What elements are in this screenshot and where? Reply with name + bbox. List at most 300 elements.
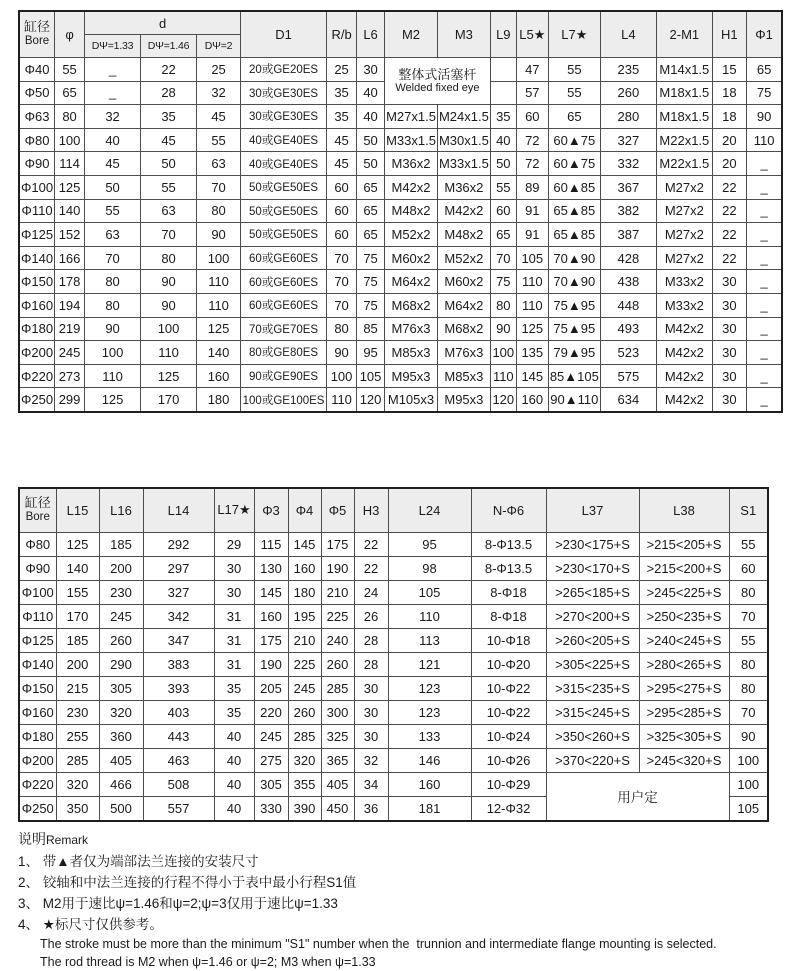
cell: 110 bbox=[85, 364, 141, 388]
cell: 75 bbox=[357, 270, 385, 294]
table-row bbox=[19, 175, 782, 199]
table-row bbox=[19, 199, 782, 223]
header-cell: L15 bbox=[56, 488, 99, 533]
cell: 20 bbox=[712, 152, 746, 176]
cell: 70或GE70ES bbox=[241, 317, 327, 341]
cell: 235 bbox=[600, 58, 656, 82]
cell: 30 bbox=[357, 58, 385, 82]
cell: 30 bbox=[712, 388, 746, 412]
cell: 245 bbox=[99, 604, 143, 628]
cell: 175 bbox=[321, 532, 354, 556]
cell: 60▲85 bbox=[548, 175, 600, 199]
cell: 10-Φ29 bbox=[471, 772, 546, 796]
cell: _ bbox=[746, 223, 782, 247]
cell: 65 bbox=[490, 223, 516, 247]
cell: 40或GE40ES bbox=[241, 128, 327, 152]
cell: Φ125 bbox=[19, 223, 55, 247]
cell: 65 bbox=[746, 58, 782, 82]
cell: 25 bbox=[327, 58, 357, 82]
cell: M42x2 bbox=[656, 317, 712, 341]
cell: 299 bbox=[55, 388, 85, 412]
cell: 60或GE60ES bbox=[241, 270, 327, 294]
cell: _ bbox=[85, 81, 141, 105]
cell: M95x3 bbox=[437, 388, 490, 412]
cell: >315<235+S bbox=[546, 676, 639, 700]
cell: >305<225+S bbox=[546, 652, 639, 676]
cell: 30 bbox=[712, 317, 746, 341]
table-row bbox=[19, 364, 782, 388]
cell: 91 bbox=[516, 223, 548, 247]
cell: M22x1.5 bbox=[656, 128, 712, 152]
header-cell: DΨ=1.33 bbox=[85, 35, 141, 58]
cell: 85 bbox=[357, 317, 385, 341]
cell: 178 bbox=[55, 270, 85, 294]
header-row bbox=[19, 11, 782, 35]
cell: _ bbox=[746, 199, 782, 223]
cell: 60▲75 bbox=[548, 128, 600, 152]
cell: 70 bbox=[327, 293, 357, 317]
cell: 450 bbox=[321, 796, 354, 821]
cell: 70 bbox=[729, 604, 768, 628]
cell: 72 bbox=[516, 128, 548, 152]
cell: 100 bbox=[490, 341, 516, 365]
cell: Φ63 bbox=[19, 105, 55, 129]
header-cell: Φ1 bbox=[746, 11, 782, 58]
cell: 91 bbox=[516, 199, 548, 223]
cell: 30 bbox=[712, 341, 746, 365]
header-cell: L6 bbox=[357, 11, 385, 58]
cell: Φ200 bbox=[19, 341, 55, 365]
cell: 347 bbox=[143, 628, 214, 652]
cell: 50 bbox=[357, 152, 385, 176]
cell: 75 bbox=[357, 246, 385, 270]
remark-item-2: 2、 铰轴和中法兰连接的行程不得小于表中最小行程S1值 bbox=[18, 874, 357, 890]
cell: 31 bbox=[214, 604, 254, 628]
cell: 8-Φ13.5 bbox=[471, 556, 546, 580]
cell: 70 bbox=[85, 246, 141, 270]
cell: >370<220+S bbox=[546, 748, 639, 772]
cell: 500 bbox=[99, 796, 143, 821]
cell: 125 bbox=[56, 532, 99, 556]
cell: _ bbox=[746, 175, 782, 199]
cell: 55 bbox=[729, 532, 768, 556]
table-row bbox=[19, 628, 768, 652]
cell: 245 bbox=[55, 341, 85, 365]
header-cell: DΨ=1.46 bbox=[141, 35, 197, 58]
cell: 65 bbox=[55, 81, 85, 105]
cell-line: 整体式活塞杆 bbox=[398, 66, 477, 82]
header-cell: DΨ=2 bbox=[197, 35, 241, 58]
cell: 75▲95 bbox=[548, 293, 600, 317]
cell: 360 bbox=[99, 724, 143, 748]
cell: 125 bbox=[516, 317, 548, 341]
cell: 22 bbox=[712, 199, 746, 223]
cell: 405 bbox=[321, 772, 354, 796]
cell: 200 bbox=[56, 652, 99, 676]
cell: 285 bbox=[288, 724, 321, 748]
cell: 15 bbox=[712, 58, 746, 82]
cell: 60 bbox=[490, 199, 516, 223]
cell: 65 bbox=[357, 175, 385, 199]
cell: >230<175+S bbox=[546, 532, 639, 556]
cell-line: Welded fixed eye bbox=[395, 82, 480, 95]
cell: 290 bbox=[99, 652, 143, 676]
cell: M22x1.5 bbox=[656, 152, 712, 176]
cell: M60x2 bbox=[385, 246, 438, 270]
cell: 20 bbox=[712, 128, 746, 152]
cell: 181 bbox=[388, 796, 471, 821]
cell: M30x1.5 bbox=[437, 128, 490, 152]
cell: 105 bbox=[729, 796, 768, 821]
cell: 90 bbox=[327, 341, 357, 365]
cell: 47 bbox=[516, 58, 548, 82]
cell-line: Bore bbox=[25, 511, 50, 524]
cell: M27x1.5 bbox=[385, 105, 438, 129]
cell: 26 bbox=[354, 604, 388, 628]
cell: 125 bbox=[197, 317, 241, 341]
remarks-title-en: Remark bbox=[46, 832, 89, 847]
cell: 260 bbox=[600, 81, 656, 105]
cell: M76x3 bbox=[437, 341, 490, 365]
cell: 325 bbox=[321, 724, 354, 748]
header-cell: H3 bbox=[354, 488, 388, 533]
header-cell: L38 bbox=[639, 488, 729, 533]
cell: 30或GE30ES bbox=[241, 81, 327, 105]
cell: 160 bbox=[388, 772, 471, 796]
cell: M76x3 bbox=[385, 317, 438, 341]
cylinder-dimension-table-1 bbox=[18, 10, 783, 413]
cell: >215<205+S bbox=[639, 532, 729, 556]
cell: 8-Φ18 bbox=[471, 580, 546, 604]
cell: _ bbox=[746, 270, 782, 294]
cell: 225 bbox=[288, 652, 321, 676]
cell: 466 bbox=[99, 772, 143, 796]
cell: M42x2 bbox=[656, 388, 712, 412]
cell: M27x2 bbox=[656, 223, 712, 247]
cell: 18 bbox=[712, 81, 746, 105]
cell: Φ200 bbox=[19, 748, 56, 772]
cell: 185 bbox=[99, 532, 143, 556]
header-cell: L4 bbox=[600, 11, 656, 58]
cell: 63 bbox=[141, 199, 197, 223]
header-cell: L5★ bbox=[516, 11, 548, 58]
cell bbox=[490, 58, 516, 82]
cell: 72 bbox=[516, 152, 548, 176]
cell: 100或GE100ES bbox=[241, 388, 327, 412]
cell: 80 bbox=[85, 270, 141, 294]
cell: 28 bbox=[354, 628, 388, 652]
cell: Φ250 bbox=[19, 388, 55, 412]
cell: >215<200+S bbox=[639, 556, 729, 580]
cell: 493 bbox=[600, 317, 656, 341]
cell: 8-Φ18 bbox=[471, 604, 546, 628]
cell: Φ40 bbox=[19, 58, 55, 82]
cell: M64x2 bbox=[385, 270, 438, 294]
cell: Φ180 bbox=[19, 317, 55, 341]
cell: >315<245+S bbox=[546, 700, 639, 724]
cell: M68x2 bbox=[385, 293, 438, 317]
cell: 45 bbox=[85, 152, 141, 176]
cell: 55 bbox=[197, 128, 241, 152]
header-cell: L24 bbox=[388, 488, 471, 533]
cell: 135 bbox=[516, 341, 548, 365]
cell: 350 bbox=[56, 796, 99, 821]
cell: 35 bbox=[214, 676, 254, 700]
cell: 245 bbox=[288, 676, 321, 700]
cell: 105 bbox=[516, 246, 548, 270]
cell: 55 bbox=[548, 81, 600, 105]
cell-line: Bore bbox=[24, 35, 50, 48]
header-cell: R/b bbox=[327, 11, 357, 58]
header-cell bbox=[19, 11, 55, 58]
cell: 50 bbox=[85, 175, 141, 199]
cell: 12-Φ32 bbox=[471, 796, 546, 821]
cell: 382 bbox=[600, 199, 656, 223]
cell: 10-Φ20 bbox=[471, 652, 546, 676]
cell: Φ90 bbox=[19, 556, 56, 580]
cell: 45 bbox=[197, 105, 241, 129]
cell: 210 bbox=[321, 580, 354, 604]
cell-line: 缸径 bbox=[24, 19, 51, 35]
cell: 320 bbox=[288, 748, 321, 772]
cell: 30 bbox=[354, 676, 388, 700]
cell: 121 bbox=[388, 652, 471, 676]
cell: 31 bbox=[214, 628, 254, 652]
cell: >350<260+S bbox=[546, 724, 639, 748]
cell: Φ90 bbox=[19, 152, 55, 176]
header-cell: Φ5 bbox=[321, 488, 354, 533]
cell: M42x2 bbox=[656, 364, 712, 388]
cell: 50 bbox=[357, 128, 385, 152]
cell: 327 bbox=[143, 580, 214, 604]
cell: 100 bbox=[55, 128, 85, 152]
cell: 332 bbox=[600, 152, 656, 176]
cell: 65▲85 bbox=[548, 199, 600, 223]
cell: 34 bbox=[354, 772, 388, 796]
cell: Φ220 bbox=[19, 364, 55, 388]
cell: 35 bbox=[327, 81, 357, 105]
cell: 123 bbox=[388, 676, 471, 700]
cell: 110 bbox=[197, 270, 241, 294]
cell: 30 bbox=[214, 556, 254, 580]
cell: 170 bbox=[141, 388, 197, 412]
cell: 100 bbox=[197, 246, 241, 270]
cell: 260 bbox=[288, 700, 321, 724]
cell: 130 bbox=[254, 556, 288, 580]
cell: 65 bbox=[357, 223, 385, 247]
cell: 50或GE50ES bbox=[241, 199, 327, 223]
cell: 133 bbox=[388, 724, 471, 748]
cell: 240 bbox=[321, 628, 354, 652]
cell: 194 bbox=[55, 293, 85, 317]
cell: 230 bbox=[99, 580, 143, 604]
cell: 55 bbox=[548, 58, 600, 82]
cell: 98 bbox=[388, 556, 471, 580]
cell: 35 bbox=[214, 700, 254, 724]
cell: 35 bbox=[490, 105, 516, 129]
cylinder-dimension-table-2 bbox=[18, 487, 769, 822]
remark-item-4: 4、 ★标尺寸仅供参考。 bbox=[18, 916, 163, 932]
cell: 10-Φ22 bbox=[471, 700, 546, 724]
cell: 63 bbox=[85, 223, 141, 247]
cell bbox=[385, 58, 491, 105]
cell: 305 bbox=[99, 676, 143, 700]
cell: 45 bbox=[327, 152, 357, 176]
cell: 65▲85 bbox=[548, 223, 600, 247]
cell: M95x3 bbox=[385, 364, 438, 388]
cell: 90 bbox=[197, 223, 241, 247]
cell: >295<285+S bbox=[639, 700, 729, 724]
cell: Φ80 bbox=[19, 128, 55, 152]
cell: 90 bbox=[746, 105, 782, 129]
cell: _ bbox=[746, 293, 782, 317]
cell: 438 bbox=[600, 270, 656, 294]
remarks-section bbox=[18, 829, 790, 971]
header-cell: L37 bbox=[546, 488, 639, 533]
cell: 40 bbox=[85, 128, 141, 152]
cell: 30 bbox=[214, 580, 254, 604]
cell: 110 bbox=[388, 604, 471, 628]
cell: 40 bbox=[357, 81, 385, 105]
cell: 80 bbox=[729, 676, 768, 700]
cell: 160 bbox=[288, 556, 321, 580]
cell: 120 bbox=[357, 388, 385, 412]
cell: 75 bbox=[746, 81, 782, 105]
cell: 140 bbox=[55, 199, 85, 223]
cell: 36 bbox=[354, 796, 388, 821]
cell: 80 bbox=[55, 105, 85, 129]
cell: 292 bbox=[143, 532, 214, 556]
header-cell: L17★ bbox=[214, 488, 254, 533]
cell: _ bbox=[746, 341, 782, 365]
cell: 90▲110 bbox=[548, 388, 600, 412]
cell: 80 bbox=[197, 199, 241, 223]
table-row bbox=[19, 604, 768, 628]
cell: >325<305+S bbox=[639, 724, 729, 748]
cell: 75 bbox=[357, 293, 385, 317]
cell: _ bbox=[85, 58, 141, 82]
remark-note-en-2: The rod thread is M2 when ψ=1.46 or ψ=2; M3 when ψ=1.33 bbox=[40, 954, 376, 969]
cell: 28 bbox=[354, 652, 388, 676]
cell: 22 bbox=[141, 58, 197, 82]
cell: 225 bbox=[321, 604, 354, 628]
cell: 175 bbox=[254, 628, 288, 652]
cell: M60x2 bbox=[437, 270, 490, 294]
cell: >270<200+S bbox=[546, 604, 639, 628]
cell: 80 bbox=[85, 293, 141, 317]
cell: 200 bbox=[99, 556, 143, 580]
cell: Φ160 bbox=[19, 700, 56, 724]
cell: M27x2 bbox=[656, 246, 712, 270]
cell: 80或GE80ES bbox=[241, 341, 327, 365]
cell: 29 bbox=[214, 532, 254, 556]
cell: >265<185+S bbox=[546, 580, 639, 604]
cell: 105 bbox=[388, 580, 471, 604]
cell: M52x2 bbox=[385, 223, 438, 247]
cell: 100 bbox=[85, 341, 141, 365]
cell: >280<265+S bbox=[639, 652, 729, 676]
cell: Φ160 bbox=[19, 293, 55, 317]
cell: 215 bbox=[56, 676, 99, 700]
header-cell: L14 bbox=[143, 488, 214, 533]
cell: 70▲90 bbox=[548, 270, 600, 294]
cell: 275 bbox=[254, 748, 288, 772]
cell: 140 bbox=[197, 341, 241, 365]
cell: 10-Φ18 bbox=[471, 628, 546, 652]
cell: 125 bbox=[141, 364, 197, 388]
cell: >245<225+S bbox=[639, 580, 729, 604]
cell: 383 bbox=[143, 652, 214, 676]
cell: 145 bbox=[254, 580, 288, 604]
cell: 100 bbox=[141, 317, 197, 341]
cell: Φ220 bbox=[19, 772, 56, 796]
cell: 180 bbox=[197, 388, 241, 412]
cell: 125 bbox=[55, 175, 85, 199]
table-row bbox=[19, 246, 782, 270]
table-row bbox=[19, 341, 782, 365]
cell: 508 bbox=[143, 772, 214, 796]
cell: M64x2 bbox=[437, 293, 490, 317]
cell: 45 bbox=[141, 128, 197, 152]
cell: M33x1.5 bbox=[385, 128, 438, 152]
cell: 40 bbox=[214, 748, 254, 772]
cell: 30 bbox=[712, 293, 746, 317]
cell: 210 bbox=[288, 628, 321, 652]
cell: 60 bbox=[327, 199, 357, 223]
cell: 634 bbox=[600, 388, 656, 412]
cell: 428 bbox=[600, 246, 656, 270]
table-row bbox=[19, 270, 782, 294]
cell: 30或GE30ES bbox=[241, 105, 327, 129]
cell: 140 bbox=[56, 556, 99, 580]
cell: 260 bbox=[99, 628, 143, 652]
cell: 280 bbox=[600, 105, 656, 129]
cell: M42x2 bbox=[385, 175, 438, 199]
cell: M85x3 bbox=[437, 364, 490, 388]
cell: 95 bbox=[357, 341, 385, 365]
cell: 24 bbox=[354, 580, 388, 604]
cell: 123 bbox=[388, 700, 471, 724]
cell: 50或GE50ES bbox=[241, 223, 327, 247]
cell: 22 bbox=[712, 223, 746, 247]
cell: 70 bbox=[327, 246, 357, 270]
cell: 220 bbox=[254, 700, 288, 724]
cell: M18x1.5 bbox=[656, 105, 712, 129]
cell-line: 缸径 bbox=[24, 495, 51, 511]
cell: 190 bbox=[254, 652, 288, 676]
cell: 297 bbox=[143, 556, 214, 580]
cell: _ bbox=[746, 388, 782, 412]
cell: 557 bbox=[143, 796, 214, 821]
cell: 160 bbox=[197, 364, 241, 388]
cell: 160 bbox=[516, 388, 548, 412]
cell: 342 bbox=[143, 604, 214, 628]
header-cell: M3 bbox=[437, 11, 490, 58]
remark-item-1: 1、 带▲者仅为端部法兰连接的安装尺寸 bbox=[18, 853, 259, 869]
header-cell: L9 bbox=[490, 11, 516, 58]
cell: 65 bbox=[357, 199, 385, 223]
cell: 448 bbox=[600, 293, 656, 317]
cell: 90 bbox=[141, 293, 197, 317]
cell: 90 bbox=[141, 270, 197, 294]
cell: Φ110 bbox=[19, 604, 56, 628]
cell: 30 bbox=[354, 700, 388, 724]
cell: 40 bbox=[490, 128, 516, 152]
cell: 32 bbox=[197, 81, 241, 105]
cell: 100 bbox=[729, 748, 768, 772]
cell: 114 bbox=[55, 152, 85, 176]
cell: 145 bbox=[516, 364, 548, 388]
